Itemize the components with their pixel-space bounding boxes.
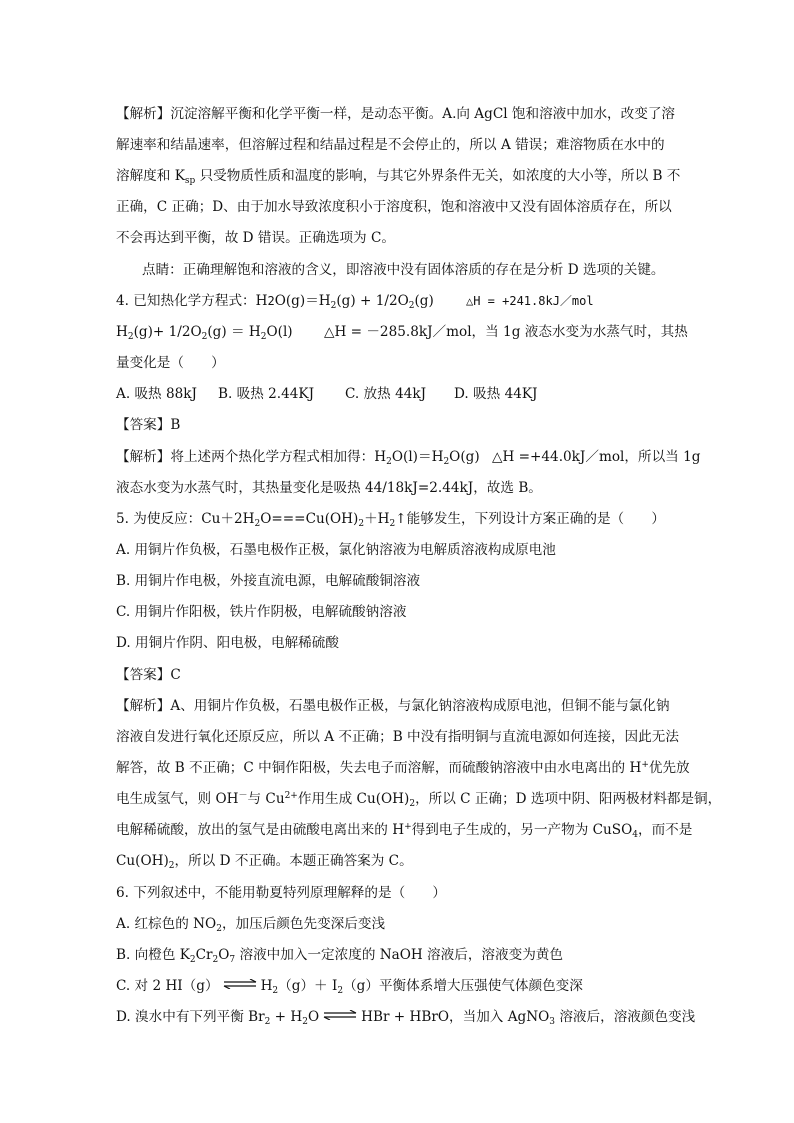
option-d: D. 用铜片作阴、阳电极，电解稀硫酸 xyxy=(116,635,339,651)
question-5-line: 5. 为使反应：$Cu+2H_2O===Cu(OH)_2+H_2↑$能够发生，下列设计方案正确的是（ ） xyxy=(116,511,665,529)
analysis-line: 【解析】将上述两个热化学方程式相加得：$H_2O(l)=H_2O(g)$ △H =+44.0kJ／mol，所以当 1g xyxy=(116,449,701,467)
equilibrium-arrow-icon xyxy=(323,1010,357,1020)
text-line: 溶解度和 $K_{sp}$ 只受物质性质和温度的影响，与其它外界条件无关，如浓度的大小等，所以 B 不 xyxy=(116,168,681,186)
text-line: 液态水变为水蒸气时，其热量变化是吸热 44/18kJ=2.44kJ，故选 B。 xyxy=(116,480,542,496)
text-line: 量变化是（ ） xyxy=(116,355,225,371)
option-a: A. 吸热 88kJ xyxy=(116,386,197,402)
analysis-line: 【解析】A、用铜片作负极，石墨电极作正极，与氯化钠溶液构成原电池，但铜不能与氯化钠 xyxy=(116,698,670,714)
answer-line: 【答案】B xyxy=(116,417,181,433)
analysis-tag: 【解析】 xyxy=(116,106,171,122)
text-line: 解答，故 B 不正确；C 中铜作阳极，失去电子而溶解，而硫酸钠溶液中由水电离出的 H+优先放 xyxy=(116,760,690,776)
text-line: 解速率和结晶速率，但溶解过程和结晶过程是不会停止的，所以 A 错误；难溶物质在水中的 xyxy=(116,137,665,153)
text-line: 电解稀硫酸，放出的氢气是由硫酸电离出来的 H+得到电子生成的，另一产物为 CuSO$_4$，而不是 xyxy=(116,822,693,840)
question-6-line: 6. 下列叙述中，不能用勒夏特列原理解释的是（ ） xyxy=(116,885,446,901)
text-line: 不会再达到平衡，故 D 错误。正确选项为 C。 xyxy=(116,230,395,246)
text-line: $H_2(g)+ 1/2O_2(g) = H_2O(l)$ △H = －285.8kJ／mol，当 1g 液态水变为水蒸气时，其热 xyxy=(116,324,688,342)
option-c: C. 用铜片作阳极，铁片作阴极，电解硫酸钠溶液 xyxy=(116,604,407,620)
equilibrium-arrow-icon xyxy=(223,979,257,989)
text-line: $Cu(OH)_2$，所以 D 不正确。本题正确答案为 C。 xyxy=(116,853,413,871)
question-4-line: 4. 已知热化学方程式：$H2O(g)=H_2(g) + 1/2O_2(g)$ △H = +241.8kJ／mol xyxy=(116,293,594,311)
option-b: B. 用铜片作电极，外接直流电源，电解硫酸铜溶液 xyxy=(116,573,421,589)
option-c: C. 放热 44kJ xyxy=(345,386,427,402)
option-b: B. 向橙色 $K_2Cr_2O_7$ 溶液中加入一定浓度的 NaOH 溶液后，溶液变为黄色 xyxy=(116,947,563,965)
option-d: D. 吸热 44KJ xyxy=(454,386,538,402)
text-line: 电生成氢气，则 OH－与 $Cu^{2+}$作用生成 $Cu(OH)_2$，所以 C 正确；D 选项中阴、阳两极材料都是铜， xyxy=(116,791,722,809)
analysis-line: 【解析】沉淀溶解平衡和化学平衡一样，是动态平衡。A.向 AgCl 饱和溶液中加水，改变了溶 xyxy=(116,106,676,122)
option-a: A. 用铜片作负极，石墨电极作正极，氯化钠溶液为电解质溶液构成原电池 xyxy=(116,542,556,558)
text-line: 正确，C 正确；D、由于加水导致浓度积小于溶度积，饱和溶液中又没有固体溶质存在，所以 xyxy=(116,199,672,215)
option-c: C. 对 2 HI（g） $H_2(g)+ I_2(g)$平衡体系增大压强使气体颜色变深 xyxy=(116,978,583,996)
text-line: 溶液自发进行氧化还原反应，所以 A 不正确；B 中没有指明铜与直流电源如何连接，因此无法 xyxy=(116,729,679,745)
key-point-line: 点睛：正确理解饱和溶液的含义，即溶液中没有固体溶质的存在是分析 D 选项的关键。 xyxy=(142,262,665,278)
options-line xyxy=(116,384,538,404)
option-b: B. 吸热 2.44KJ xyxy=(218,386,315,402)
option-d: D. 溴水中有下列平衡 $Br_2 + H_2O$ HBr + HBrO，当加入 AgNO$_3$ 溶液后，溶液颜色变浅 xyxy=(116,1009,696,1027)
option-a: A. 红棕色的 $NO_2$，加压后颜色先变深后变浅 xyxy=(116,916,386,934)
answer-line: 【答案】C xyxy=(116,667,181,683)
